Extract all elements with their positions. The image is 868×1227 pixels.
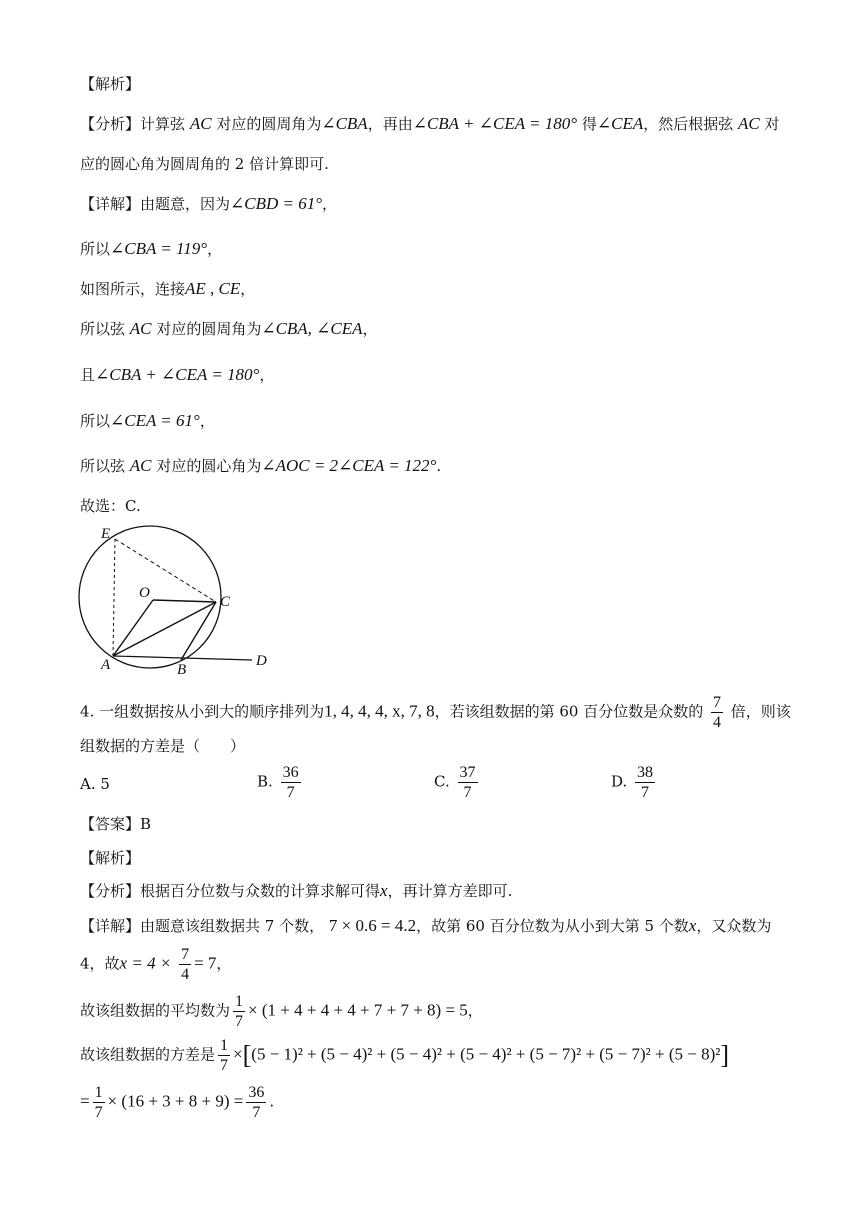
detail2-line-5-result: = $\frac{1}{7}$ × (16 + 3 + 8 + 9) = $\frac{36}{7}$ . [80,1084,275,1121]
option-b: B. $\frac{36}{7}$ [257,764,299,801]
detail-line-3: 如图所示，连接AE , CE， [80,279,256,298]
detail2-line-3-mean: 故该组数据的平均数为 $\frac{1}{7}$ × (1 + 4 + 4 + 4 + 7 + 7 + 8) = 5， [80,993,483,1030]
circle [79,526,221,668]
question-4-stem-line-2: 组数据的方差是（ ） [80,737,246,755]
segment-oc [153,600,216,602]
detail-paragraph-2: 【详解】由题意该组数据共 7 个数， 7 × 0.6 = 4.2，故第 60 百分位数为从小到大第 5 个数x，又众数为 [80,916,772,935]
option-d: D. $\frac{38}{7}$ [611,764,654,801]
section-heading-jiexi: 【解析】 [80,75,141,93]
segment-ao [113,600,153,656]
circle-geometry-diagram [70,520,290,685]
analysis-paragraph-1: 【分析】计算弦 AC 对应的圆周角为∠CBA，再由∠CBA + ∠CEA = 180° 得∠CEA，然后根据弦 AC 对 [80,114,780,133]
detail2-line-4-variance: 故该组数据的方差是 $\frac{1}{7}$ ×[(5 − 1)² + (5 − 4)² + (5 − 4)² + (5 − 4)² + (5 − 7)² + (5 − 7)² + (5 − 8)²] [80,1037,730,1074]
detail-paragraph-1: 【详解】由题意，因为∠CBD = 61°， [80,194,338,213]
detail-line-4: 所以弦 AC 对应的圆周角为∠CBA, ∠CEA， [80,319,378,338]
detail-line-2: 所以∠CBA = 119°， [80,239,223,258]
analysis-paragraph-2: 【分析】根据百分位数与众数的计算求解可得x，再计算方差即可. [80,881,513,900]
answer-choice-line: 故选：C. [80,497,141,515]
label-b: B [177,662,187,678]
option-c: C. $\frac{37}{7}$ [434,764,476,801]
label-c: C [220,594,231,610]
label-e: E [101,526,111,542]
label-o: O [139,585,150,601]
analysis-paragraph-1-line-2: 应的圆心角为圆周角的 2 倍计算即可. [80,155,329,173]
label-d: D [256,653,267,669]
detail-line-6: 所以∠CEA = 61°， [80,411,215,430]
section-heading-jiexi-2: 【解析】 [80,849,141,867]
segment-ac [113,602,216,656]
label-a: A [101,657,111,673]
detail-line-7: 所以弦 AC 对应的圆心角为∠AOC = 2∠CEA = 122°. [80,456,442,475]
fraction-seven-fourths: $\frac{7}{4}$ [713,694,722,731]
analysis-tag: 【分析】 [80,115,141,133]
detail2-line-2: 4，故x = 4 × $\frac{7}{4}$ = 7， [80,946,232,983]
segment-ea-dashed [113,539,115,656]
question-4-stem: 4. 一组数据按从小到大的顺序排列为1, 4, 4, 4, x, 7, 8，若该组数据的第 60 百分位数是众数的 $\frac{7}{4}$ 倍，则该 [80,694,791,731]
option-a: A. 5 [80,775,110,793]
answer-line: 【答案】B [80,815,152,833]
detail-line-5: 且∠CBA + ∠CEA = 180°， [80,365,275,384]
